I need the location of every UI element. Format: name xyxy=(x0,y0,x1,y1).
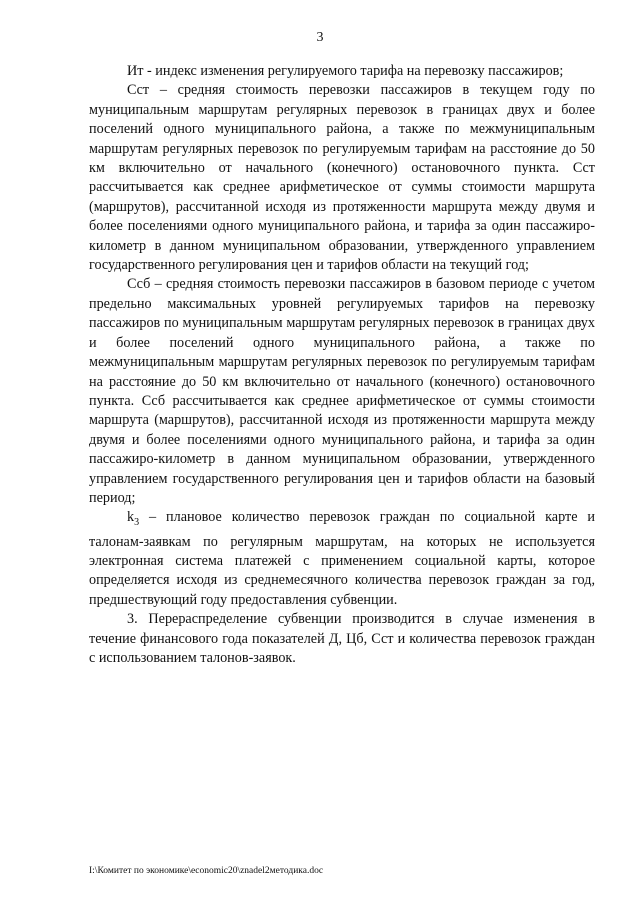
paragraph-it-definition: Ит - индекс изменения регулируемого тарифа на перевозку пассажиров; xyxy=(127,63,564,79)
document-body xyxy=(89,62,595,668)
paragraph-k3-definition xyxy=(89,508,595,610)
k3-text: – плановое количество перевозок граждан по социальной карте и талонам-заявкам по регулярным маршрутам, на которых не используется электронная система платежей с применением социальной карты, которое определяется исходя из среднемесячного количества перевозок граждан за год, предшествующий году предоставления субвенции. xyxy=(89,509,596,608)
paragraph-redistribution: 3. Перераспределение субвенции производится в случае изменения в течение финансового года показателей Д, Цб, Сст и количества перевозок граждан с использованием талонов-заявок. xyxy=(89,611,595,667)
k3-base: k xyxy=(127,509,135,526)
footer-file-path: I:\Комитет по экономике\economic20\znadel2методика.doc xyxy=(89,866,324,876)
page-number: 3 xyxy=(316,30,324,45)
paragraph-ssb-definition: Ссб – средняя стоимость перевозки пассажиров в базовом периоде с учетом предельно максимальных уровней регулируемых тарифов на перевозку пассажиров по муниципальным маршрутам регулярных перевозок в границах двух и более поселений одного муниципального района, а также по межмуниципальным маршрутам регулярных перевозок по регулируемым тарифам на расстояние до 50 км включительно от начального (конечного) остановочного пункта. Ссб рассчитывается как среднее арифметическое от суммы стоимости маршрута (маршрутов), рассчитанной исходя из протяженности маршрута между двумя и более поселениями одного муниципального района, и тарифа за один пассажиро-километр в данном муниципальном образовании, утвержденного управлением государственного регулирования цен и тарифов области на базовый период; xyxy=(89,276,595,506)
paragraph-sst-definition: Сст – средняя стоимость перевозки пассажиров в текущем году по муниципальным маршрутам регулярных перевозок в границах двух и более поселений одного муниципального района, а также по межмуниципальным маршрутам регулярных перевозок по регулируемым тарифам на расстояние до 50 км включительно от начального (конечного) остановочного пункта. Сст рассчитывается как среднее арифметическое от суммы стоимости маршрута (маршрутов), рассчитанной исходя из протяженности маршрута между двумя и более поселениями одного муниципального района, и тарифа за один пассажиро-километр в данном муниципальном образовании, утвержденного управлением государственного регулирования цен и тарифов области на текущий год; xyxy=(89,82,595,274)
k3-symbol xyxy=(127,509,140,529)
k3-subscript: 3 xyxy=(134,517,140,529)
